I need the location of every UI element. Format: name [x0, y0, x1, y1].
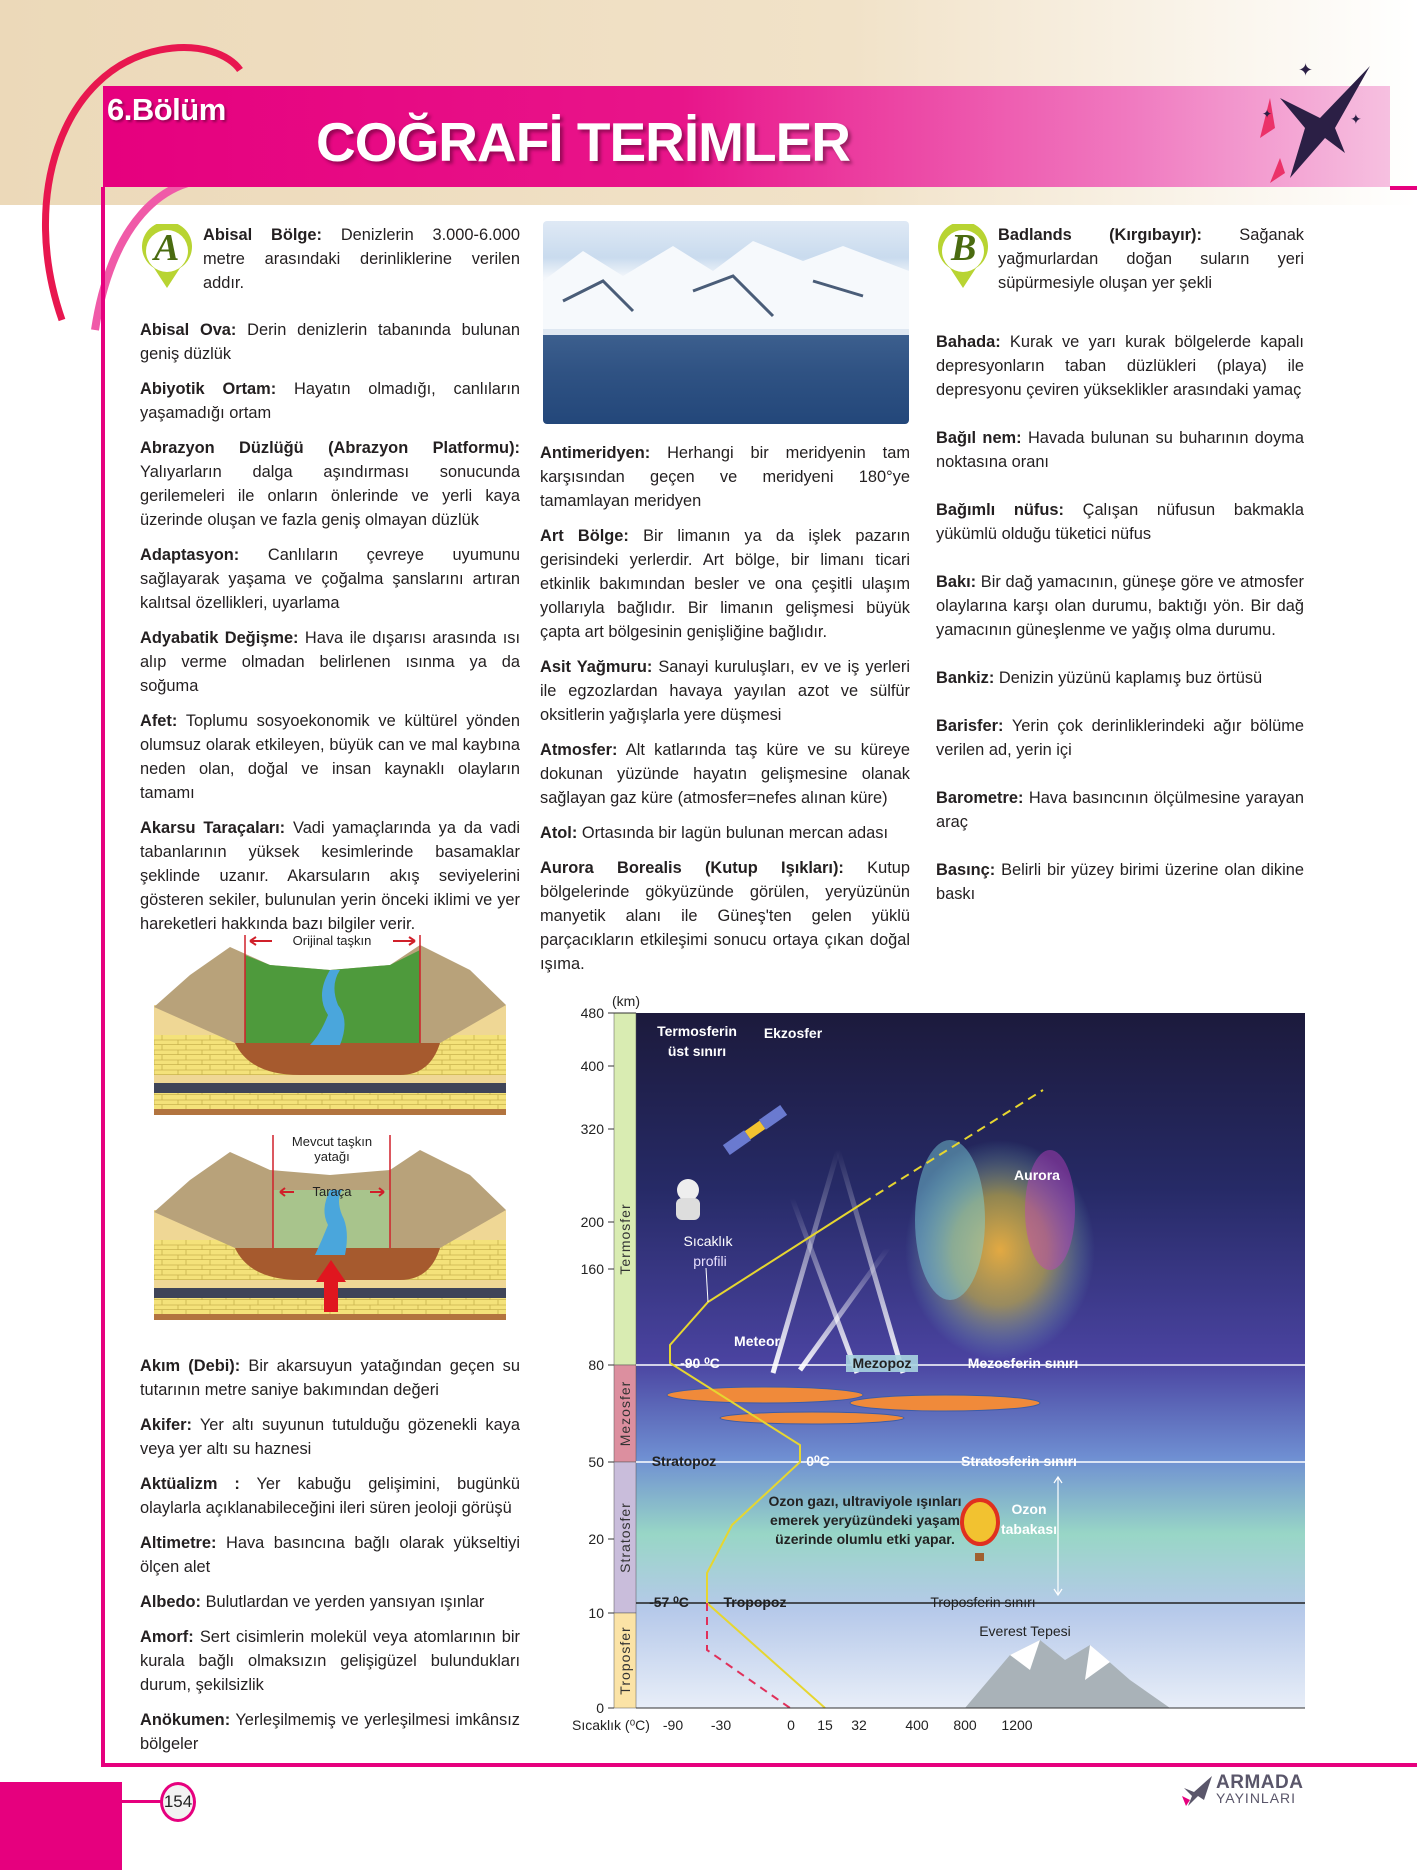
term: Anökumen:	[140, 1711, 231, 1729]
y-tick-label: 10	[588, 1605, 604, 1621]
glossary-entry	[140, 436, 520, 532]
letter-a-badge	[140, 224, 194, 290]
river-diagram-current	[154, 1134, 506, 1320]
glossary-entry	[936, 498, 1304, 546]
term: Albedo:	[140, 1593, 202, 1611]
publisher-logo	[1180, 1772, 1310, 1808]
glossary-entry	[140, 1625, 520, 1697]
svg-text:✦: ✦	[1298, 60, 1314, 80]
badge-letter: B	[951, 227, 977, 269]
definition: Kutup bölgelerinde gökyüzünde görülen, yeryüzünün manyetik alanı ile Güneş'ten gelen yüklü parçacıkların etkileşimi sonucu ortaya çıkan doğal ışıma.	[540, 859, 910, 973]
glossary-entry	[936, 426, 1304, 474]
glossary-entry	[936, 786, 1304, 834]
term: Akarsu Taraçaları:	[140, 819, 286, 837]
definition: Belirli bir yüzey birimi üzerine olan dikine baskı	[936, 861, 1304, 903]
diagram-label-mesopause: Mezopoz	[852, 1355, 912, 1371]
definition: Yer altı suyunun tutulduğu gözenekli kaya veya yer altı su haznesi	[140, 1416, 520, 1458]
y-tick-label: 480	[580, 1005, 604, 1021]
term: Abisal Ova:	[140, 321, 237, 339]
y-tick-label: 200	[580, 1214, 604, 1230]
river-diagram-original	[154, 933, 506, 1115]
y-tick-label: 160	[580, 1261, 604, 1277]
diagram-label-meso-bound: Mezosferin sınırı	[967, 1355, 1079, 1371]
term: Art Bölge:	[540, 527, 629, 545]
logo-jet-icon	[1180, 1774, 1214, 1808]
diagram-label-t-tropo: -57 ⁰C	[649, 1594, 689, 1610]
term: Bakı:	[936, 573, 977, 591]
term: Aktüalizm :	[140, 1475, 240, 1493]
jet-stars-icon	[1250, 58, 1380, 188]
x-tick-label: 0	[787, 1717, 795, 1733]
river-terrace-diagram	[150, 925, 512, 1325]
definition: Sanayi kuruluşları, ev ve iş yerleri ile egzozlardan havaya yayılan azot ve sülfür oksitlerin yağışlarla yere düşmesi	[540, 658, 910, 724]
diagram-label-ozone3: üzerinde olumlu etki yapar.	[775, 1531, 955, 1547]
diagram-label-aurora: Aurora	[1014, 1167, 1060, 1183]
definition: Denizlerin 3.000-6.000 metre arasındaki derinliklerine verilen addır.	[203, 226, 520, 292]
glossary-entry	[540, 655, 910, 727]
y-tick-label: 50	[588, 1454, 604, 1470]
glossary-entry	[936, 858, 1304, 906]
diagram-label-profile2: profili	[693, 1253, 727, 1269]
glossary-entry	[936, 714, 1304, 762]
glossary-list-left-bottom	[140, 1354, 520, 1767]
term: Afet:	[140, 712, 178, 730]
term: Bahada:	[936, 333, 1001, 351]
y-tick-label: 20	[588, 1531, 604, 1547]
term: Barisfer:	[936, 717, 1004, 735]
x-tick-label: 400	[905, 1717, 929, 1733]
footer-corner-block	[0, 1782, 122, 1870]
glossary-entry	[140, 1413, 520, 1461]
glossary-entry	[140, 1354, 520, 1402]
definition: Hava ile dışarısı arasında ısı alıp verme olmadan belirlenen ısınma ya da soğuma	[140, 629, 520, 695]
glossary-entry	[140, 543, 520, 615]
intro-entry-b	[998, 223, 1304, 295]
x-tick-label: 1200	[1001, 1717, 1033, 1733]
layer-label: Stratosfer	[617, 1502, 633, 1573]
y-unit-label: (km)	[612, 993, 640, 1009]
definition: Yalıyarların dalga aşındırması sonucunda gerilemeleri ile onların önlerinde ve yerli kaya üzerinde oluşan ve fazla geniş olmayan düzlük	[140, 463, 520, 529]
definition: Yer kabuğu gelişimini, bugünkü olaylarla açıklanabileceğini ileri süren jeoloji görüşü	[140, 1475, 520, 1517]
x-tick-label: 15	[817, 1717, 833, 1733]
decorative-swirl	[0, 30, 300, 350]
x-tick-label: 800	[953, 1717, 977, 1733]
diagram-label-profile1: Sıcaklık	[683, 1233, 733, 1249]
definition: Herhangi bir meridyenin tam karşısından geçen ve meridyeni 180°ye tamamlayan meridyen	[540, 444, 910, 510]
term: Altimetre:	[140, 1534, 217, 1552]
current-floodplain-label-2: yatağı	[314, 1149, 350, 1164]
layer-label: Troposfer	[617, 1626, 633, 1695]
glossary-entry	[540, 441, 910, 513]
x-axis-label: Sıcaklık (⁰C)	[572, 1717, 650, 1733]
term: Bankiz:	[936, 669, 995, 687]
glossary-entry	[936, 570, 1304, 642]
glossary-entry	[140, 1590, 520, 1614]
glossary-entry	[936, 330, 1304, 402]
terrace-label: Taraça	[312, 1184, 352, 1199]
term: Adaptasyon:	[140, 546, 240, 564]
layer-label: Mezosfer	[617, 1380, 633, 1447]
definition: Yerin çok derinliklerindeki ağır bölüme verilen ad, yerin içi	[936, 717, 1304, 759]
badge-letter: A	[154, 227, 180, 269]
glossary-list-left	[140, 318, 520, 947]
definition: Vadi yamaçlarında ya da vadi tabanlarının yüksek kesimlerinde basamaklar şeklinde uzanır. Akarsuların akış seviyelerini gösteren sekiler, bulunulan yerin önceki iklimi ve yer hareketleri hakkında bazı bilgiler verir.	[140, 819, 520, 933]
diagram-label-meteor: Meteor	[734, 1333, 780, 1349]
term: Bağımlı nüfus:	[936, 501, 1064, 519]
definition: Bir dağ yamacının, güneşe göre ve atmosfer olaylarına karşı olan durumu, baktığı yön. Bir dağ yamacının güneşlenme ve yağış olma durumu.	[936, 573, 1304, 639]
diagram-label-exo: Ekzosfer	[763, 1025, 823, 1041]
glossary-entry	[140, 709, 520, 805]
term: Abrazyon Düzlüğü (Abrazyon Platformu):	[140, 439, 520, 457]
intro-entry-a	[203, 223, 520, 295]
diagram-label-tropo-bound: Troposferin sınırı	[930, 1594, 1036, 1610]
definition: Ortasında bir lagün bulunan mercan adası	[577, 824, 889, 842]
logo-text: ARMADA	[1216, 1772, 1304, 1793]
glossary-entry	[140, 1531, 520, 1579]
diagram-label-ozone-layer1: Ozon	[1011, 1501, 1047, 1517]
term: Atmosfer:	[540, 741, 618, 759]
banner-accent-line	[1390, 186, 1417, 190]
definition: Hava basıncına bağlı olarak yükseltiyi ölçen alet	[140, 1534, 520, 1576]
x-tick-label: 32	[851, 1717, 867, 1733]
x-tick-label: -30	[710, 1717, 732, 1733]
glossary-entry	[140, 1472, 520, 1520]
diagram-label-strato-bound: Stratosferin sınırı	[961, 1453, 1077, 1469]
layer-band	[614, 1013, 636, 1365]
glossary-entry	[140, 626, 520, 698]
glossary-entry	[140, 1708, 520, 1756]
layer-label: Termosfer	[617, 1203, 633, 1275]
glossary-entry	[936, 666, 1304, 690]
definition: Sağanak yağmurlardan doğan suların yeri süpürmesiyle oluşan yer şekli	[998, 226, 1305, 292]
chapter-label: 6.Bölüm	[107, 92, 226, 127]
diagram-label-stratopause: Stratopoz	[651, 1453, 717, 1469]
definition: Canlıların çevreye uyumunu sağlayarak yaşama ve çoğalma şanslarını artıran kalıtsal özellikleri, uyarlama	[140, 546, 520, 612]
letter-b-badge	[936, 224, 990, 290]
page-frame-left	[101, 187, 105, 1767]
definition: Bir limanın ya da işlek pazarın gerisindeki yerlerdir. Art bölge, bir limanı ticari etkinlik bakımından besler ve ona çeşitli ulaşım yollarıyla bağlıdır. Bir limanın gelişmesi büyük çapta art bölgesinin genişliğine bağlıdır.	[540, 527, 910, 641]
svg-text:✦: ✦	[1262, 107, 1273, 121]
term: Basınç:	[936, 861, 996, 879]
x-tick-label: -90	[662, 1717, 684, 1733]
definition: Çalışan nüfusun bakmakla yükümlü olduğu tüketici nüfus	[936, 501, 1304, 543]
glacier-photo	[543, 221, 909, 424]
term: Abisal Bölge:	[203, 226, 322, 244]
term: Bağıl nem:	[936, 429, 1022, 447]
definition: Bir akarsuyun yatağından geçen su tutarının metre saniye bakımından değeri	[140, 1357, 520, 1399]
term: Asit Yağmuru:	[540, 658, 653, 676]
page-title: COĞRAFİ TERİMLER	[316, 111, 850, 173]
diagram-label-everest: Everest Tepesi	[979, 1623, 1071, 1639]
term: Barometre:	[936, 789, 1024, 807]
term: Antimeridyen:	[540, 444, 651, 462]
definition: Sert cisimlerin molekül veya atomlarının bir kurala bağlı olmaksızın gelişigüzel bulundukları durum, şekilsizlik	[140, 1628, 520, 1694]
diagram-label-ozone-layer2: tabakası	[1000, 1521, 1058, 1537]
definition: Hayatın olmadığı, canlıların yaşamadığı ortam	[140, 380, 521, 422]
term: Atol:	[540, 824, 578, 842]
logo-subtext: YAYINLARI	[1216, 1790, 1297, 1806]
definition: Havada bulunan su buharının doyma noktasına oranı	[936, 429, 1304, 471]
glossary-entry	[540, 821, 910, 845]
definition: Derin denizlerin tabanında bulunan geniş düzlük	[140, 321, 520, 363]
diagram-label-t-strato: 0⁰C	[806, 1453, 830, 1469]
astronaut-icon	[676, 1179, 700, 1220]
glossary-entry	[140, 318, 520, 366]
term: Badlands (Kırgıbayır):	[998, 226, 1202, 244]
glossary-entry	[140, 816, 520, 936]
svg-text:✦: ✦	[1350, 111, 1362, 127]
glossary-entry	[140, 377, 520, 425]
y-tick-label: 320	[580, 1121, 604, 1137]
glossary-entry	[540, 856, 910, 976]
term: Amorf:	[140, 1628, 194, 1646]
glossary-entry	[540, 738, 910, 810]
diagram-label-thermo-top2: üst sınırı	[667, 1043, 727, 1059]
original-floodplain-label: Orijinal taşkın	[292, 933, 372, 948]
diagram-label-ozone2: emerek yeryüzündeki yaşam	[770, 1512, 960, 1528]
definition: Bulutlardan ve yerden yansıyan ışınlar	[201, 1593, 485, 1611]
term: Akifer:	[140, 1416, 192, 1434]
y-tick-label: 0	[596, 1700, 604, 1716]
glossary-entry	[540, 524, 910, 644]
y-tick-label: 400	[580, 1058, 604, 1074]
term: Abiyotik Ortam:	[140, 380, 277, 398]
term: Adyabatik Değişme:	[140, 629, 299, 647]
diagram-label-ozone1: Ozon gazı, ultraviyole ışınları	[768, 1493, 962, 1509]
current-floodplain-label: Mevcut taşkın	[291, 1134, 373, 1149]
diagram-label-thermo-top1: Termosferin	[657, 1023, 737, 1039]
glossary-list-right	[936, 330, 1304, 930]
diagram-label-t-meso: -90 ⁰C	[680, 1355, 720, 1371]
definition: Yerleşilmemiş ve yerleşilmesi imkânsız bölgeler	[140, 1711, 520, 1753]
definition: Hava basıncının ölçülmesine yarayan araç	[936, 789, 1304, 831]
definition: Kurak ve yarı kurak bölgelerde kapalı depresyonların taban düzlükleri (playa) ile depresyonu çeviren yükseklikler arasındaki yamaç	[936, 333, 1304, 399]
glossary-list-middle	[540, 441, 910, 987]
term: Aurora Borealis (Kutup Işıkları):	[540, 859, 844, 877]
page-number-connector	[122, 1800, 162, 1803]
page-number: 154	[160, 1782, 196, 1822]
term: Akım (Debi):	[140, 1357, 241, 1375]
definition: Toplumu sosyoekonomik ve kültürel yönden olumsuz olarak etkileyen, büyük can ve mal kaybına neden olan, doğal ve insan kaynaklı olayların tamamı	[140, 712, 520, 802]
diagram-label-tropopause: Tropopoz	[723, 1594, 787, 1610]
definition: Denizin yüzünü kaplamış buz örtüsü	[994, 669, 1263, 687]
definition: Alt katlarında taş küre ve su küreye dokunan yüzünde hayatın gelişmesine olanak sağlayan gaz küre (atmosfer=nefes alınan küre)	[540, 741, 910, 807]
y-tick-label: 80	[588, 1357, 604, 1373]
atmosphere-layers-diagram	[570, 990, 1310, 1750]
